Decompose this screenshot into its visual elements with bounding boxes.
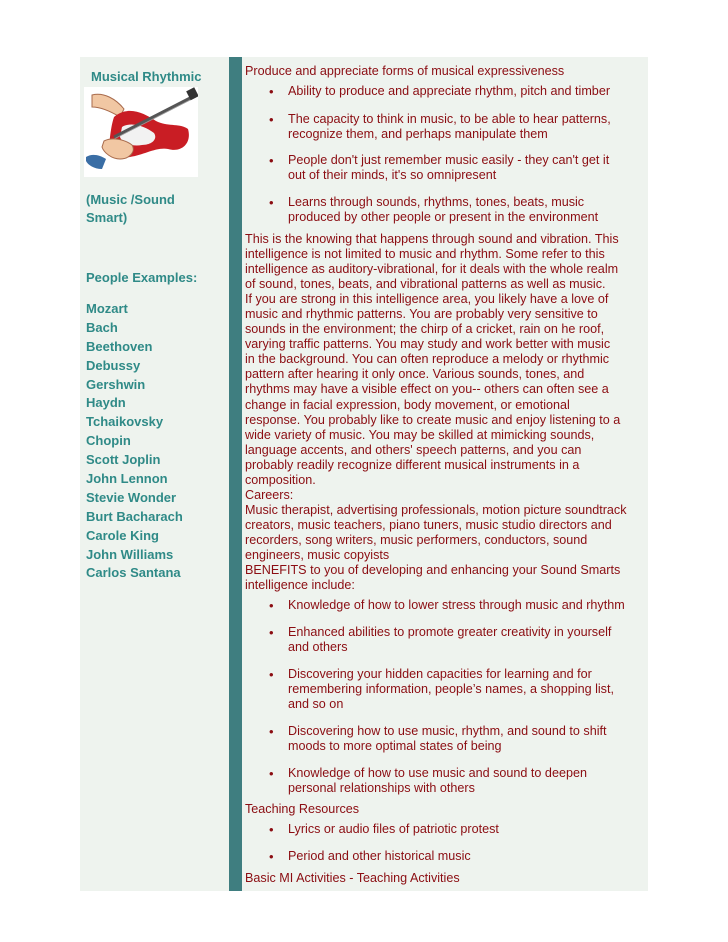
benefit-item: Discovering your hidden capacities for learning and for remembering information, people’s names, a shopping list, and so on (288, 667, 614, 712)
column-divider (229, 57, 242, 891)
subtitle (86, 191, 226, 227)
bullet-icon: • (269, 822, 274, 837)
person-item: Carole King (86, 527, 159, 543)
guitar-image (84, 87, 198, 177)
person-item: Burt Bacharach (86, 508, 183, 524)
sidebar (80, 57, 229, 891)
teaching-item: Lyrics or audio files of patriotic protest (288, 822, 499, 836)
teaching-item: Period and other historical music (288, 849, 471, 863)
ability-item: The capacity to think in music, to be able to hear patterns, recognize them, and perhaps manipulate them (288, 112, 611, 142)
bullet-icon: • (269, 84, 274, 99)
bullet-icon: • (269, 849, 274, 864)
bullet-icon: • (269, 195, 274, 210)
ability-item: Ability to produce and appreciate rhythm, pitch and timber (288, 84, 611, 98)
ability-item: Learns through sounds, rhythms, tones, beats, music produced by other people or present in the environment (288, 195, 599, 225)
person-item: John Williams (86, 546, 174, 562)
person-item: Carlos Santana (86, 565, 181, 581)
person-item: Mozart (86, 301, 128, 316)
description-text: This is the knowing that happens through sound and vibration. This intelligence is not limited to music and rhythm. Some refer to this intelligence as auditory-vibrational, for it deals with the whole realm of sound, tones, beats, and vibrational patterns as well as music. If you are strong in this intelligence area, you likely have a love of music and rhythmic patterns. You are probably very sensitive to sounds in the environment; the chirp of a cricket, rain on he roof, varying traffic patterns. You may study and work better with music in the background. You can often reproduce a melody or rhythmic pattern after hearing it only once. Various sounds, tones, and rhythms may have a visible effect on you-- others can often see a change in facial expression, body movement, or emotional response. You probably like to create music and enjoy listening to a wide variety of music. You may be skilled at mimicking sounds, language accents, and others' speech patterns, and you can probably readily recognize different musical instruments in a composition. Careers: Music therapist, advertising professionals, motion picture soundtrack creators, music teachers, piano tuners, music studio directors and recorders, song writers, music performers, conductors, sound engineers, music copyists BENEFITS to you of developing and enhancing your Sound Smarts intelligence include: (245, 232, 627, 593)
people-list (86, 300, 183, 583)
footer-text: Basic MI Activities - Teaching Activities (245, 871, 460, 885)
intro-text: Produce and appreciate forms of musical expressiveness (245, 64, 565, 78)
benefit-item: Knowledge of how to lower stress through music and rhythm (288, 598, 625, 612)
benefit-item: Discovering how to use music, rhythm, and sound to shift moods to more optimal states of being (288, 724, 607, 754)
person-item: Gershwin (86, 376, 146, 392)
person-item: Bach (86, 319, 118, 335)
people-examples-heading: People Examples: (86, 270, 198, 285)
person-item: John Lennon (86, 471, 168, 487)
bullet-icon: • (269, 625, 274, 640)
bullet-icon: • (269, 153, 274, 168)
person-item: Stevie Wonder (86, 489, 177, 505)
benefit-item: Knowledge of how to use music and sound to deepen personal relationships with others (288, 766, 587, 796)
teaching-heading: Teaching Resources (245, 802, 360, 816)
person-item: Debussy (86, 357, 141, 373)
person-item: Chopin (86, 433, 131, 449)
subtitle-line: Smart) (86, 210, 128, 225)
person-item: Beethoven (86, 338, 153, 354)
person-item: Scott Joplin (86, 452, 161, 468)
main-content (242, 57, 648, 891)
ability-item: People don't just remember music easily - they can't get it out of their minds, it's so omnipresent (288, 153, 610, 183)
bullet-icon: • (269, 667, 274, 682)
page (80, 57, 648, 891)
bullet-icon: • (269, 598, 274, 613)
person-item: Tchaikovsky (86, 414, 164, 430)
intelligence-title: Musical Rhythmic (91, 69, 202, 84)
bullet-icon: • (269, 766, 274, 781)
subtitle-line: (Music /Sound (86, 192, 175, 207)
bullet-icon: • (269, 112, 274, 127)
person-item: Haydn (86, 395, 126, 411)
benefit-item: Enhanced abilities to promote greater creativity in yourself and others (288, 625, 612, 655)
bullet-icon: • (269, 724, 274, 739)
